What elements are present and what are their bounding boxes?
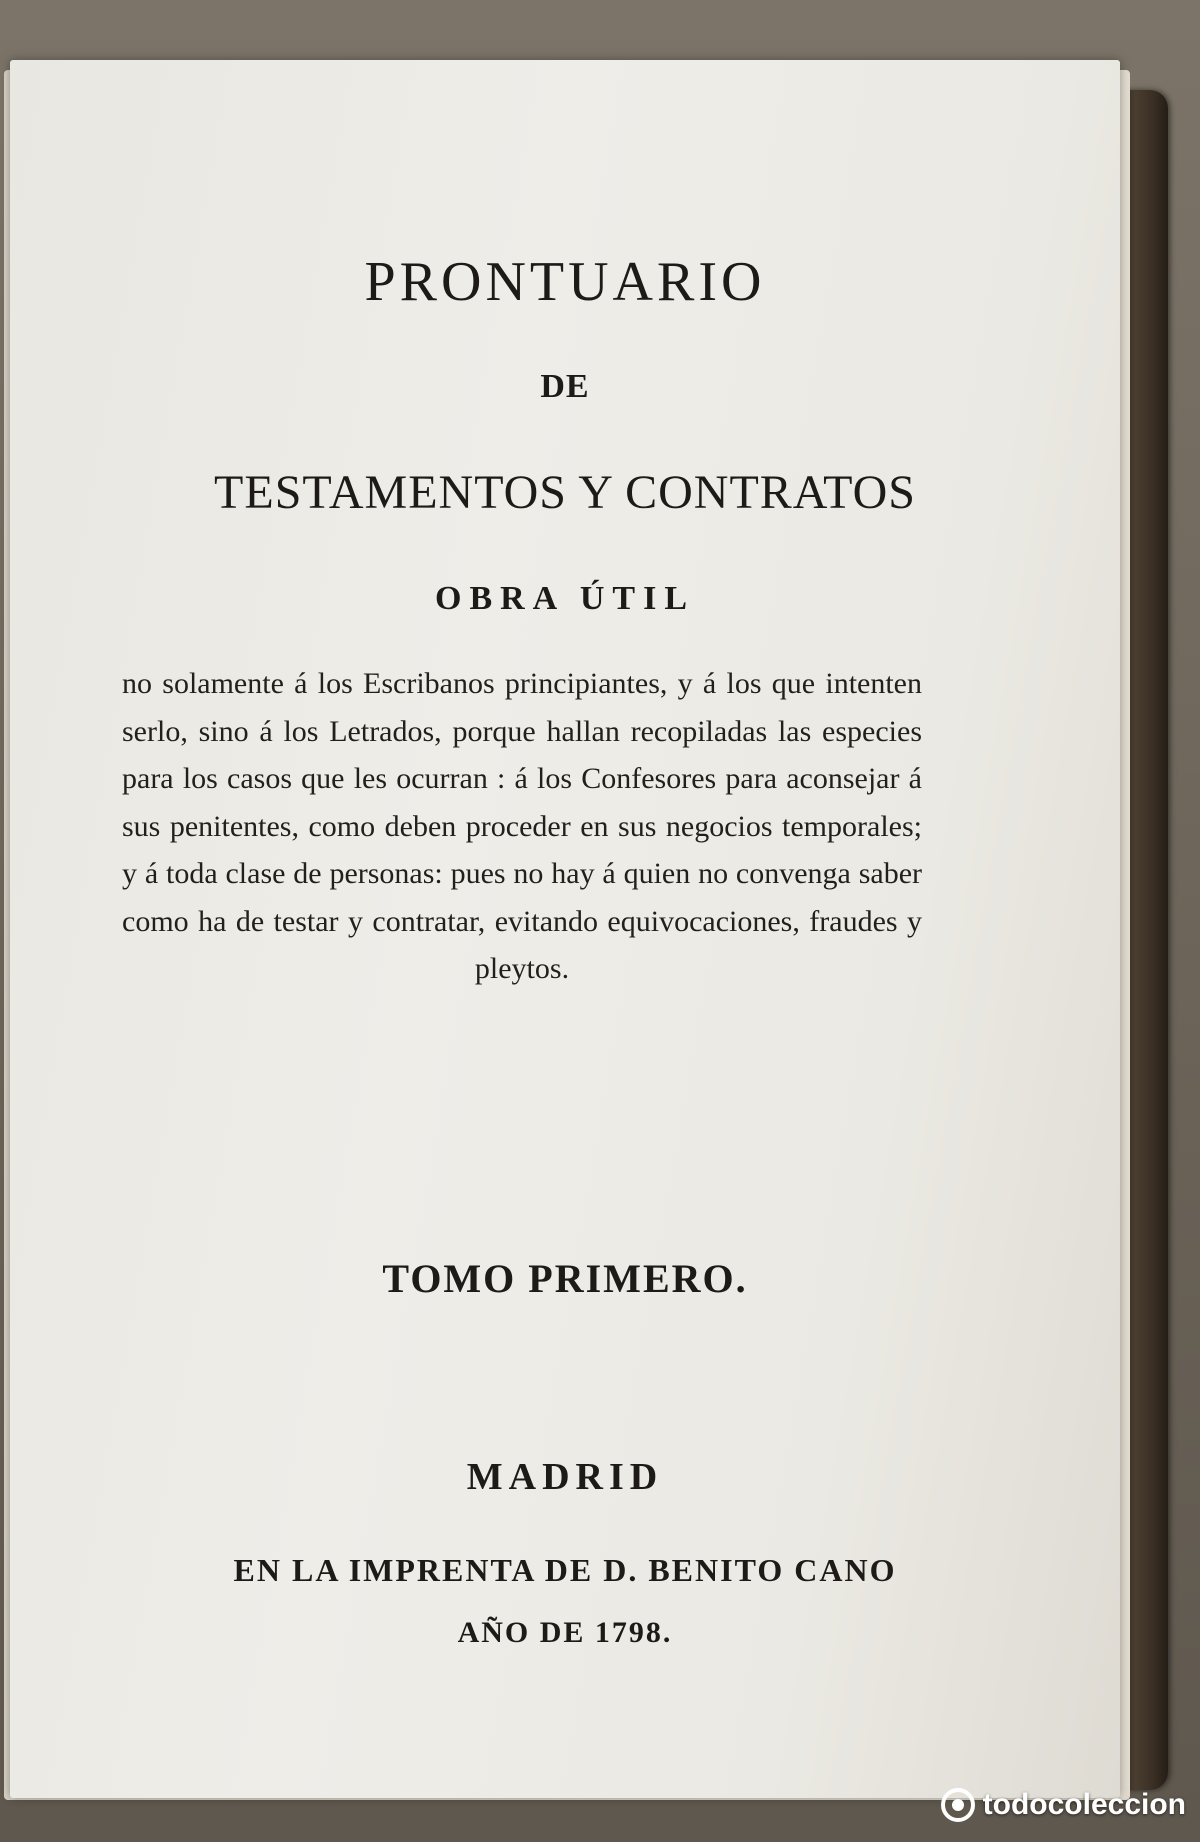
watermark (941, 1788, 1186, 1822)
description-paragraph: no solamente á los Escribanos principiantes, y á los que intenten serlo, sino á los Letrados, porque hallan recopiladas las especies para los casos que les ocurran : á los Confesores para aconsejar á sus penitentes, como deben proceder en sus negocios temporales; y á toda clase de personas: pues no hay á quien no convenga saber como ha de testar y contratar, evitando equivocaciones, fraudes y pleytos. (122, 667, 922, 985)
printer-line: EN LA IMPRENTA DE D. BENITO CANO (233, 1552, 897, 1588)
place-of-publication: MADRID (466, 1456, 664, 1498)
publication-year: AÑO DE 1798. (457, 1616, 673, 1649)
watermark-text: todocoleccion (982, 1788, 1186, 1821)
todocoleccion-logo-icon (941, 1788, 975, 1822)
book-subtitle: TESTAMENTOS Y CONTRATOS (214, 466, 916, 519)
title-connector: DE (540, 368, 590, 405)
volume-label: TOMO PRIMERO. (382, 1256, 748, 1301)
book-title: PRONTUARIO (364, 251, 766, 313)
obra-util-heading: OBRA ÚTIL (435, 580, 695, 617)
title-page (10, 60, 1120, 1798)
